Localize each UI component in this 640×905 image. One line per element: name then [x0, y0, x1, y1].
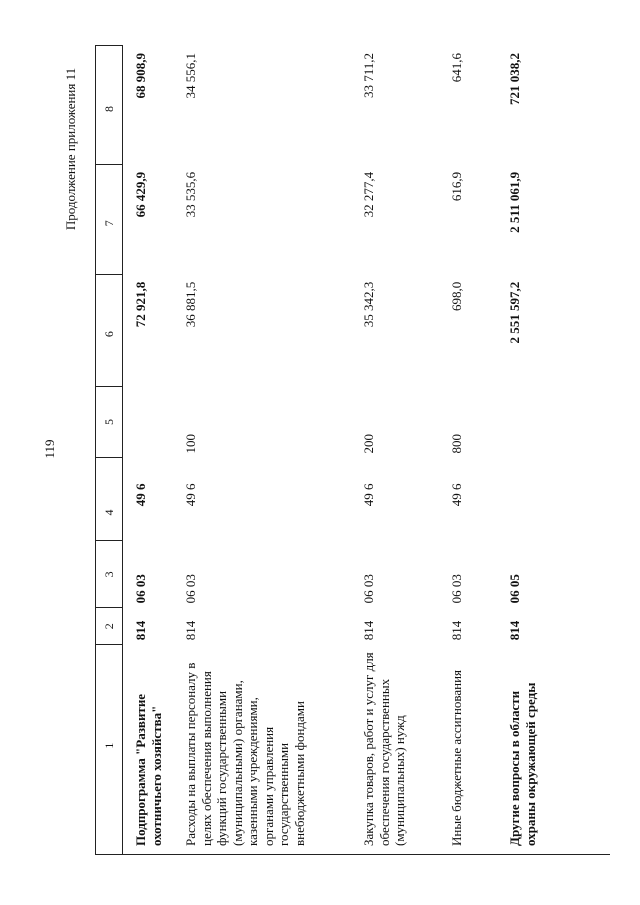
row-name: Подпрограмма "Развитие охотничьего хозяйства" [133, 693, 164, 846]
budget-table [95, 45, 610, 855]
row-name: Расходы на выплаты персоналу в целях обеспечения выполнения функций государственными (муниципальными) органами, казенными учреждениями, органами управления государственными внебюджетными фондами [183, 662, 307, 846]
row-amount-3: 68 908,9 [133, 53, 148, 99]
row-code: 814 [183, 620, 198, 641]
header-col-2: 2 [96, 607, 122, 644]
row-amount-3: 34 556,1 [183, 53, 198, 99]
continuation-note: Продолжение приложения 11 [63, 67, 78, 231]
row-code: 814 [507, 620, 522, 641]
row-amount-2: 66 429,9 [133, 171, 148, 218]
row-amount-3: 33 711,2 [361, 53, 376, 99]
header-col-3: 3 [96, 540, 122, 607]
row-amount-2: 2 511 061,9 [507, 171, 522, 233]
row-code: 814 [133, 620, 148, 641]
row-expense-type [497, 386, 577, 458]
header-col-7: 7 [96, 164, 122, 274]
row-section: 06 03 [133, 574, 148, 604]
row-amount-1: 698,0 [449, 281, 464, 311]
row-expense-type: 100 [183, 433, 198, 454]
header-col-6: 6 [96, 274, 122, 386]
row-expense-type: 800 [449, 433, 464, 454]
row-amount-2: 33 535,6 [183, 171, 198, 218]
row-section: 06 03 [361, 574, 376, 604]
row-section: 06 03 [449, 574, 464, 604]
table-row [123, 45, 173, 854]
row-amount-1: 35 342,3 [361, 281, 376, 328]
row-code: 814 [361, 620, 376, 641]
row-amount-2: 616,9 [449, 171, 464, 202]
row-target: 49 6 [133, 483, 148, 507]
table-row [173, 45, 351, 854]
table-row [497, 45, 577, 854]
header-row [96, 45, 123, 854]
row-section: 06 05 [507, 574, 522, 604]
row-name: Иные бюджетные ассигнования [449, 669, 464, 846]
table-container [95, 45, 610, 855]
header-col-1: 1 [96, 644, 122, 854]
row-amount-1: 2 551 597,2 [507, 281, 522, 344]
row-section: 06 03 [183, 574, 198, 604]
row-amount-1: 72 921,8 [133, 281, 148, 328]
row-target: 49 6 [183, 483, 198, 507]
table-row [439, 45, 497, 854]
page-number: 119 [42, 439, 57, 459]
row-name: Закупка товаров, работ и услуг для обеспечения государственных (муниципальных) нужд [361, 652, 407, 846]
header-col-8: 8 [96, 45, 122, 164]
header-col-4: 4 [96, 457, 122, 540]
row-target: 49 6 [361, 483, 376, 507]
row-code: 814 [449, 620, 464, 641]
row-expense-type: 200 [361, 433, 376, 454]
row-expense-type [123, 386, 173, 458]
row-amount-2: 32 277,4 [361, 171, 376, 218]
row-name: Другие вопросы в области охраны окружающей среды [507, 682, 538, 846]
row-target: 49 6 [449, 483, 464, 507]
row-target [497, 457, 577, 540]
row-amount-3: 641,6 [449, 53, 464, 83]
header-col-5: 5 [96, 386, 122, 458]
row-amount-1: 36 881,5 [183, 281, 198, 328]
row-amount-3: 721 038,2 [507, 53, 522, 106]
table-row [351, 45, 439, 854]
